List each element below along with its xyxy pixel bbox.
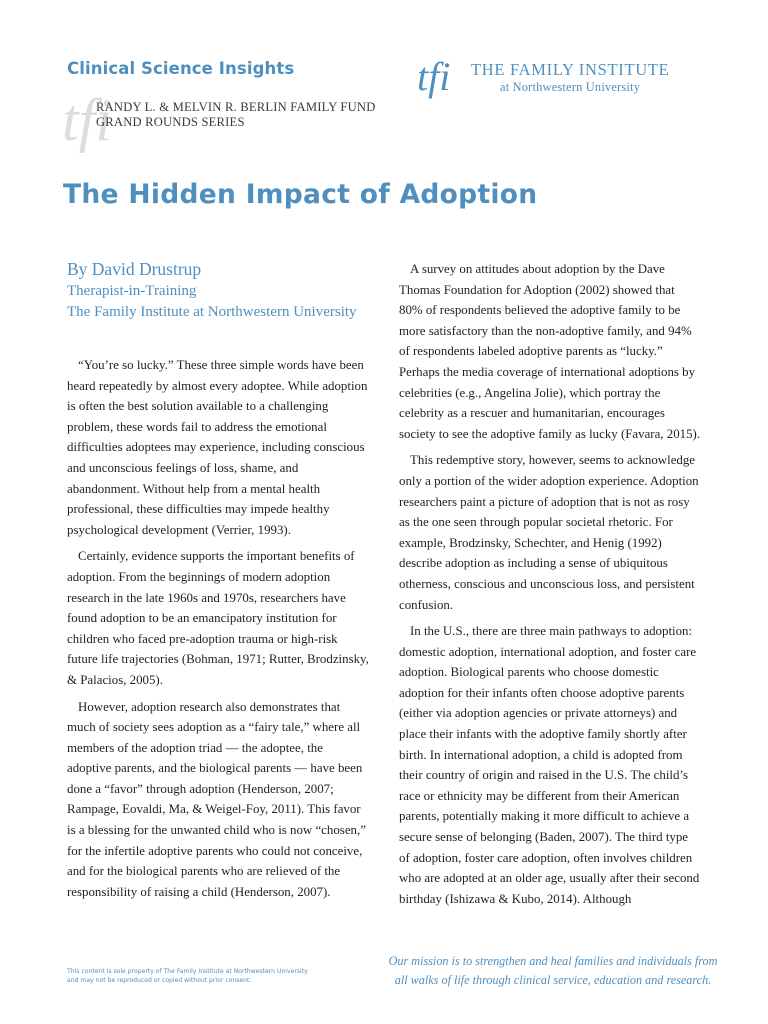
fund-line: GRAND ROUNDS SERIES bbox=[96, 115, 245, 129]
author-role: Therapist-in-Training bbox=[67, 283, 197, 299]
article-column-right bbox=[399, 259, 701, 915]
copyright-line: This content is sole property of The Family Institute at Northwestern University bbox=[67, 968, 308, 975]
fund-lines bbox=[96, 100, 376, 130]
article-column-left bbox=[67, 355, 369, 908]
series-label: Clinical Science Insights bbox=[67, 59, 295, 78]
body-paragraph: However, adoption research also demonstrates that much of society sees adoption as a “fairy tale,” where all members of the adoption triad — the adoptee, the adoptive parents, and the biological parents — have been done a “favor” through adoption (Henderson, 2007; Rampage, Eovaldi, Ma, & Weigel-Foy, 2011). This favor is a blessing for the unwanted child who is now “chosen,” for the infertile adoptive parents who could not conceive, and for the biological parents who are relieved of the responsibility of raising a child (Henderson, 2007). bbox=[67, 699, 366, 899]
page-title: The Hidden Impact of Adoption bbox=[63, 179, 538, 210]
body-paragraph: This redemptive story, however, seems to acknowledge only a portion of the wider adoption experience. Adoption researchers paint a picture of adoption that is not as rosy as the one seen through popular societal rhetoric. For example, Brodzinsky, Schechter, and Henig (1992) describe adoption as including a sense of ubiquitous otherness, conscious and unconscious loss, and persistent confusion. bbox=[399, 453, 699, 612]
copyright-note bbox=[67, 968, 367, 985]
mission-statement: Our mission is to strengthen and heal families and individuals from all walks of life through clinical service, education and research. bbox=[388, 954, 718, 987]
institute-name: THE FAMILY INSTITUTE bbox=[471, 60, 670, 79]
watermark-logo-text: tfi bbox=[62, 87, 113, 153]
institute-logo-text: tfi bbox=[417, 54, 451, 99]
body-paragraph: Certainly, evidence supports the important benefits of adoption. From the beginnings of modern adoption research in the late 1960s and 1970s, researchers have found adoption to be an emancipatory institution for children who faced pre-adoption trauma or high-risk future life trajectories (Bohman, 1971; Rutter, Brodzinsky, & Palacios, 2005). bbox=[67, 549, 369, 687]
body-paragraph: “You’re so lucky.” These three simple words have been heard repeatedly by almost every adoptee. While adoption is often the best solution available to a challenging problem, these words fail to address the emotional difficulties adoptees may experience, including conscious and unconscious feelings of loss, shame, and abandonment. Without help from a mental health professional, these difficulties may impede healthy psychological development (Verrier, 1993). bbox=[67, 358, 368, 537]
copyright-line: and may not be reproduced or copied without prior consent. bbox=[67, 976, 252, 984]
institute-subtitle: at Northwestern University bbox=[500, 80, 641, 94]
fund-line: RANDY L. & MELVIN R. BERLIN FAMILY FUND bbox=[96, 100, 376, 114]
body-paragraph: A survey on attitudes about adoption by the Dave Thomas Foundation for Adoption (2002) showed that 80% of respondents believed the adoptive family to be more satisfactory than the non-adoptive family, and 94% of respondents labeled adoptive parents as “lucky.” Perhaps the media coverage of international adoptions by celebrities (e.g., Angelina Jolie), which portray the celebrity as a rescuer and humanitarian, encourages society to see the adoptive family as lucky (Favara, 2015). bbox=[399, 262, 701, 441]
body-paragraph: In the U.S., there are three main pathways to adoption: domestic adoption, international adoption, and foster care adoption. Biological parents who choose domestic adoption for their infants often choose adoptive parents (either via adoption agencies or private attorneys) and place their infants with the adoptive family shortly after birth. In international adoption, a child is adopted from their country of origin and raised in the U.S. The child’s race or ethnicity may be different from their American parents, potentially making it more difficult to achieve a secure sense of belonging (Baden, 2007). The third type of adoption, foster care adoption, often involves children who are adopted at an older age, usually after their second birthday (Ishizawa & Kubo, 2014). Although bbox=[399, 624, 700, 906]
byline: By David Drustrup bbox=[67, 259, 202, 279]
institute-logo bbox=[415, 52, 471, 102]
author-affiliation: The Family Institute at Northwestern University bbox=[67, 304, 357, 320]
